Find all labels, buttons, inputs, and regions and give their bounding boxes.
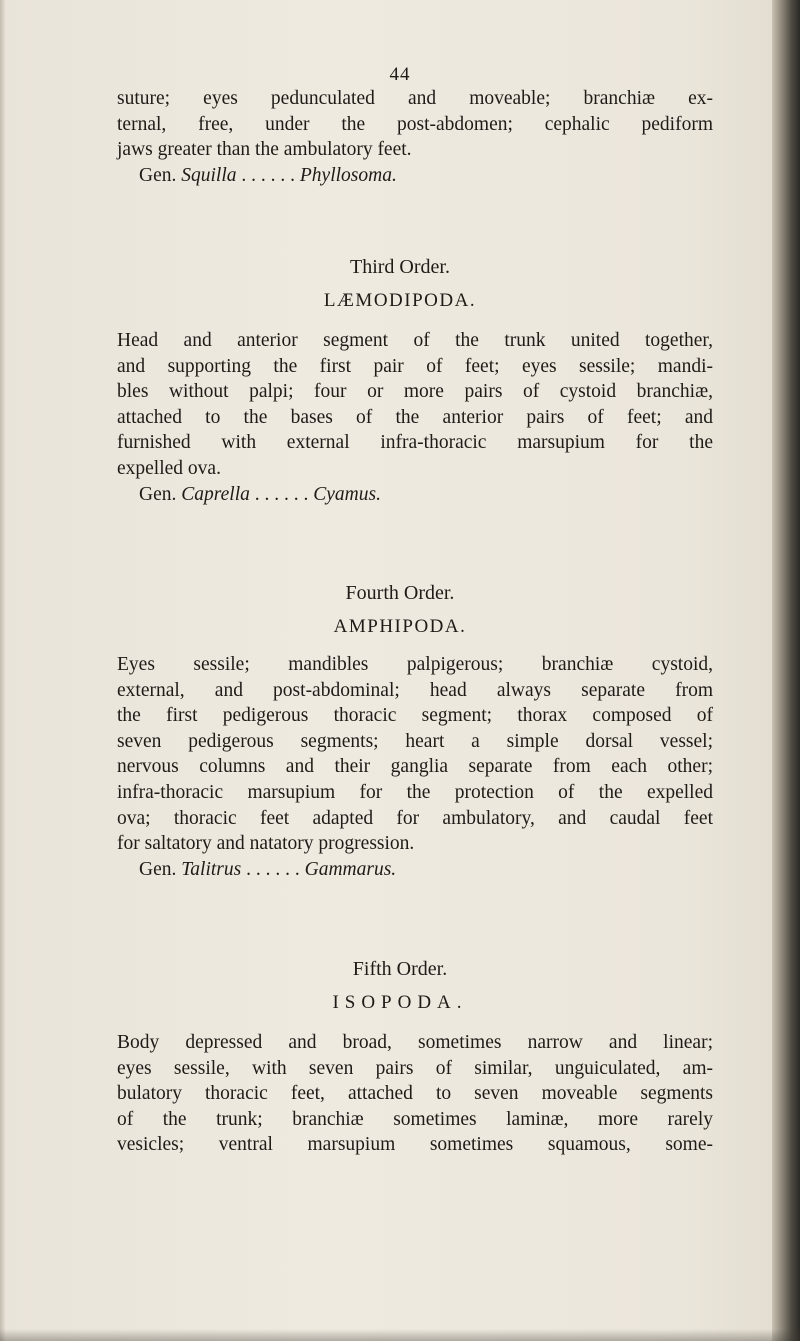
genus-line xyxy=(117,857,713,883)
intro-paragraph xyxy=(117,86,713,163)
text-line: seven pedigerous segments; heart a simple dorsal vessel; xyxy=(117,730,713,752)
text-line: nervous columns and their ganglia separate from each other; xyxy=(117,756,713,778)
page-bottom-shadow xyxy=(0,1329,800,1341)
text-line: the first pedigerous thoracic segment; thorax composed of xyxy=(117,705,713,727)
book-binding-edge xyxy=(772,0,800,1341)
text-line: suture; eyes pedunculated and moveable; branchiæ ex- xyxy=(117,88,713,109)
genus-first: Caprella xyxy=(181,483,250,505)
text-line: for saltatory and natatory progression. xyxy=(117,833,415,855)
genus-prefix: Gen. xyxy=(139,164,177,186)
genus-first: Squilla xyxy=(181,164,237,186)
third-order-paragraph xyxy=(117,328,713,482)
order-name-fourth: AMPHIPODA. xyxy=(333,616,467,637)
text-line: bulatory thoracic feet, attached to seven moveable segments xyxy=(117,1083,713,1105)
text-line: furnished with external infra-thoracic marsupium for the xyxy=(117,432,713,454)
text-line: Eyes sessile; mandibles palpigerous; branchiæ cystoid, xyxy=(117,654,713,675)
genus-dots: . . . . . . xyxy=(246,858,300,880)
text-line: ova; thoracic feet adapted for ambulatory, and caudal feet xyxy=(117,807,713,829)
text-line: infra-thoracic marsupium for the protection of the expelled xyxy=(117,781,713,803)
genus-prefix: Gen. xyxy=(139,858,177,880)
order-label-fourth: Fourth Order. xyxy=(345,582,455,604)
text-line: ternal, free, under the post-abdomen; cephalic pediform xyxy=(117,113,713,135)
page-number: 44 xyxy=(389,64,411,85)
text-line: external, and post-abdominal; head always separate from xyxy=(117,679,713,701)
order-label-fifth: Fifth Order. xyxy=(352,958,448,980)
text-line: Body depressed and broad, sometimes narrow and linear; xyxy=(117,1032,713,1053)
order-label-third: Third Order. xyxy=(350,256,450,278)
order-name-fifth: ISOPODA. xyxy=(332,992,468,1013)
text-line: bles without palpi; four or more pairs of cystoid branchiæ, xyxy=(117,381,713,403)
third-order-section xyxy=(117,328,713,507)
genus-prefix: Gen. xyxy=(139,483,177,505)
text-line: Head and anterior segment of the trunk united together, xyxy=(117,330,713,351)
order-name-third: LÆMODIPODA. xyxy=(323,290,477,311)
text-line: of the trunk; branchiæ sometimes laminæ, more rarely xyxy=(117,1108,713,1130)
text-line: and supporting the first pair of feet; eyes sessile; mandi- xyxy=(117,355,713,377)
genus-line xyxy=(117,163,713,189)
genus-dots: . . . . . . xyxy=(241,164,296,186)
text-line: attached to the bases of the anterior pairs of feet; and xyxy=(117,406,713,428)
text-line: expelled ova. xyxy=(117,457,221,479)
fifth-order-paragraph xyxy=(117,1030,713,1158)
genus-second: Cyamus. xyxy=(313,483,381,505)
genus-line xyxy=(117,482,713,508)
genus-second: Gammarus. xyxy=(304,858,397,880)
genus-second: Phyllosoma. xyxy=(299,164,397,186)
text-line: jaws greater than the ambulatory feet. xyxy=(117,139,412,161)
fifth-order-section xyxy=(117,1030,713,1158)
genus-dots: . . . . . . xyxy=(254,483,309,505)
fourth-order-section xyxy=(117,652,713,882)
text-line: eyes sessile, with seven pairs of similar, unguiculated, am- xyxy=(117,1057,713,1079)
text-line: vesicles; ventral marsupium sometimes squamous, some- xyxy=(117,1134,713,1156)
fourth-order-paragraph xyxy=(117,652,713,857)
intro-section xyxy=(117,86,713,188)
page-left-shadow xyxy=(0,0,6,1341)
genus-first: Talitrus xyxy=(181,858,242,880)
